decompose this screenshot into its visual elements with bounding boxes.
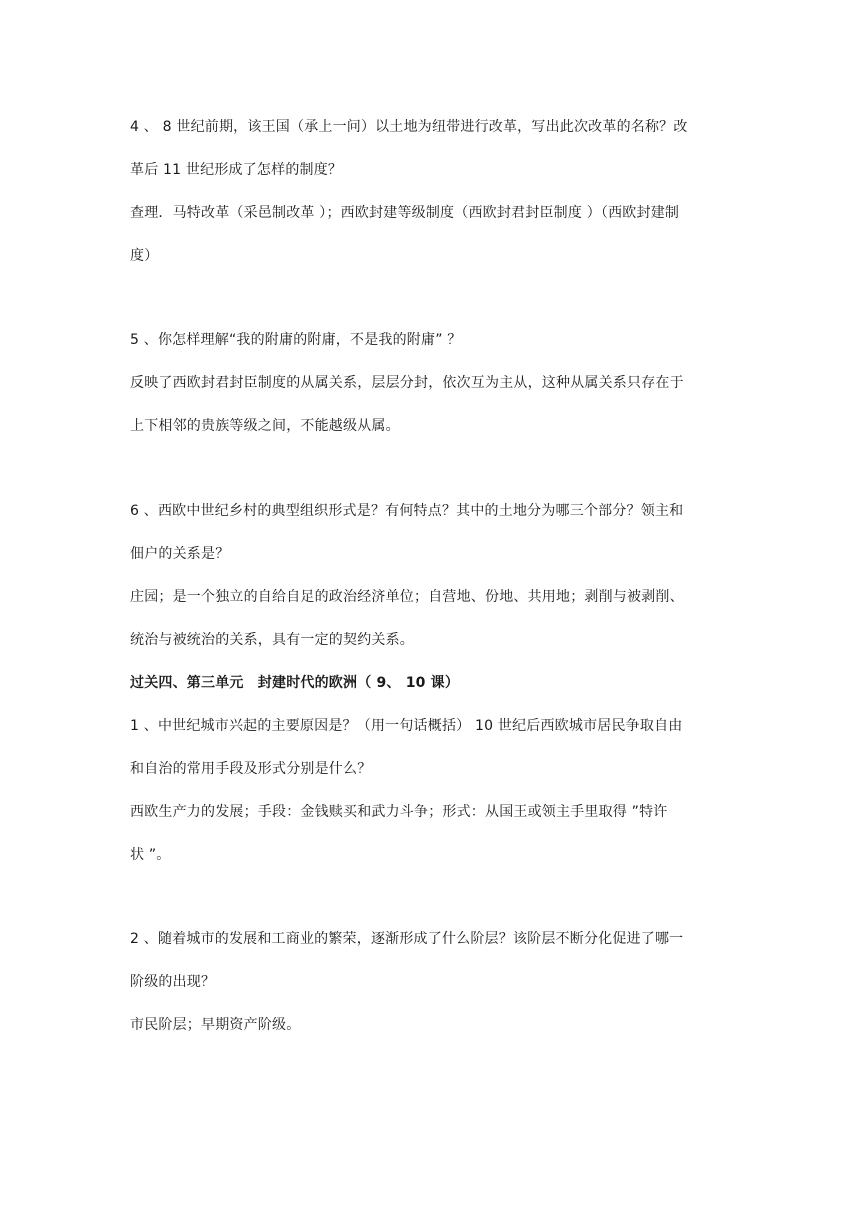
- answer-5-line-1: 反映了西欧封君封臣制度的从属关系，层层分封，依次互为主从，这种从属关系只存在于: [130, 375, 684, 391]
- answer-4-line-2: 度）: [130, 248, 159, 264]
- unit3-question-2-line-1: 2 、随着城市的发展和工商业的繁荣，逐渐形成了什么阶层？该阶层不断分化促进了哪一: [130, 931, 684, 947]
- answer-6-line-2: 统治与被统治的关系，具有一定的契约关系。: [130, 632, 414, 648]
- unit3-answer-1-line-1: 西欧生产力的发展；手段：金钱赎买和武力斗争；形式：从国王或领主手里取得 ”特许: [130, 804, 668, 820]
- question-4-line-1: 4 、 8 世纪前期，该王国（承上一问）以土地为纽带进行改革，写出此次改革的名称？改: [130, 119, 688, 135]
- unit3-question-1-line-1: 1 、中世纪城市兴起的主要原因是？（用一句话概括） 10 世纪后西欧城市居民争取自由: [130, 718, 683, 734]
- question-4-line-2: 革后 11 世纪形成了怎样的制度？: [130, 162, 343, 178]
- unit3-question-2-line-2: 阶级的出现？: [130, 974, 216, 990]
- answer-5-line-2: 上下相邻的贵族等级之间，不能越级从属。: [130, 418, 400, 434]
- answer-6-line-1: 庄园；是一个独立的自给自足的政治经济单位；自营地、份地、共用地；剥削与被剥削、: [130, 589, 684, 605]
- unit3-answer-2-line-1: 市民阶层；早期资产阶级。: [130, 1017, 301, 1033]
- answer-4-line-1: 查理．马特改革（采邑制改革 ）；西欧封建等级制度（西欧封君封臣制度 ）（西欧封建制: [130, 205, 680, 221]
- section-heading: 过关四、第三单元 封建时代的欧洲（ 9、 10 课）: [130, 675, 460, 691]
- question-5-line-1: 5 、你怎样理解“我的附庸的附庸，不是我的附庸” ？: [130, 332, 462, 348]
- question-6-line-1: 6 、西欧中世纪乡村的典型组织形式是？有何特点？其中的土地分为哪三个部分？领主和: [130, 503, 684, 519]
- unit3-question-1-line-2: 和自治的常用手段及形式分别是什么？: [130, 761, 372, 777]
- question-6-line-2: 佃户的关系是？: [130, 546, 230, 562]
- unit3-answer-1-line-2: 状 ”。: [130, 847, 171, 863]
